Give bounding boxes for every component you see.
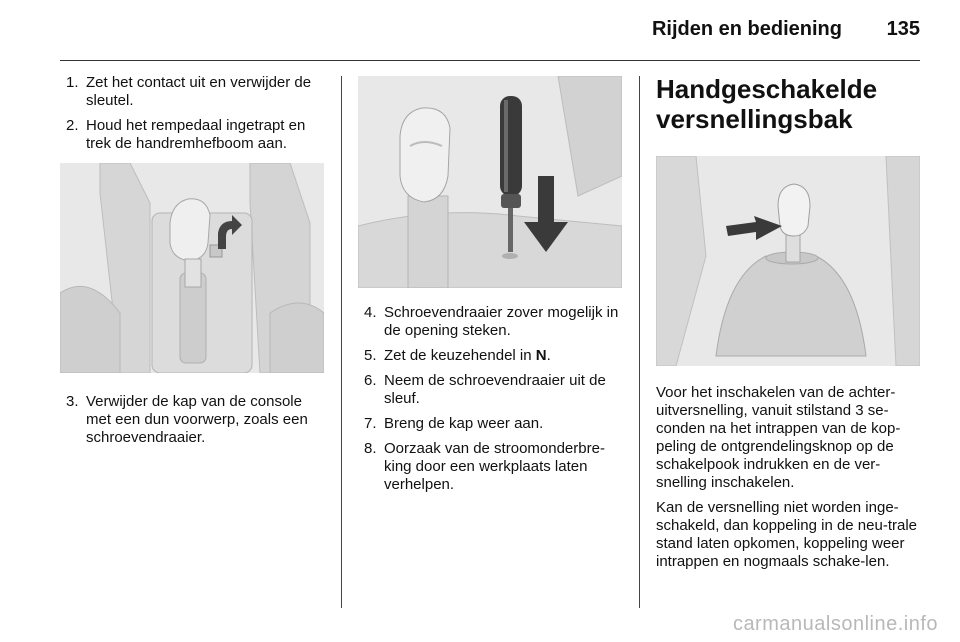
step-number: 6.	[364, 372, 377, 389]
step-4	[358, 304, 622, 340]
step-5	[358, 347, 622, 365]
section-heading: Handgeschakelde versnellingsbak	[656, 74, 878, 134]
paragraph-retry-shift: Kan de versnelling niet worden inge-schakeld, dan koppeling in de neu-trale stand laten opkomen, koppeling weer intrappen en nogmaals schake-len.	[656, 499, 918, 570]
figure-automatic-shifter-cover	[60, 163, 324, 373]
step-text: Houd het rempedaal ingetrapt en trek de handremhefboom aan.	[86, 117, 306, 152]
step-text: Schroevendraaier zover mogelijk in de opening steken.	[384, 304, 619, 339]
step-text-after: .	[546, 347, 551, 364]
step-text: Neem de schroevendraaier uit de sleuf.	[384, 372, 606, 407]
step-number: 1.	[66, 74, 79, 91]
steps-list-1	[60, 74, 324, 153]
column-3	[656, 74, 920, 578]
page-header	[0, 0, 960, 62]
watermark-text: carmanualsonline.info	[732, 613, 938, 635]
column-divider-1	[341, 76, 342, 608]
step-8	[358, 440, 622, 494]
step-number: 7.	[364, 415, 377, 432]
screwdriver-illustration	[358, 76, 622, 288]
page-number: 135	[886, 18, 920, 40]
shifter-console-illustration	[60, 163, 324, 373]
figure-manual-gear-lever	[656, 156, 920, 366]
step-number: 3.	[66, 393, 79, 410]
step-6	[358, 372, 622, 408]
manual-shifter-illustration	[656, 156, 920, 366]
column-divider-2	[639, 76, 640, 608]
step-text: Oorzaak van de stroomonderbre-king door een werkplaats laten verhelpen.	[384, 440, 605, 493]
steps-list-2	[60, 393, 324, 447]
running-title: Rijden en bediening	[651, 18, 842, 40]
steps-list-3	[358, 304, 622, 494]
header-rule	[60, 60, 920, 61]
step-number: 4.	[364, 304, 377, 321]
column-1	[60, 74, 324, 454]
step-text: Breng de kap weer aan.	[384, 415, 544, 432]
step-text-before: Zet de keuzehendel in	[384, 347, 536, 364]
step-number: 5.	[364, 347, 377, 364]
step-3	[60, 393, 324, 447]
paragraph-reverse-gear: Voor het inschakelen van de achter-uitversnelling, vanuit stilstand 3 se-conden na het intrappen van de kop-peling de ontgrendelingsknop op de schakelpook indrukken en de ver-snelling inschakelen.	[656, 384, 901, 491]
step-7	[358, 415, 622, 433]
column-2	[358, 74, 622, 501]
step-1	[60, 74, 324, 110]
step-number: 2.	[66, 117, 79, 134]
step-text: Zet het contact uit en verwijder de sleutel.	[86, 74, 312, 109]
step-number: 8.	[364, 440, 377, 457]
step-text: Verwijder de kap van de console met een dun voorwerp, zoals een schroevendraaier.	[86, 393, 308, 446]
step-2	[60, 117, 324, 153]
gear-position-n: N	[535, 347, 547, 364]
figure-screwdriver-insertion	[358, 76, 622, 288]
